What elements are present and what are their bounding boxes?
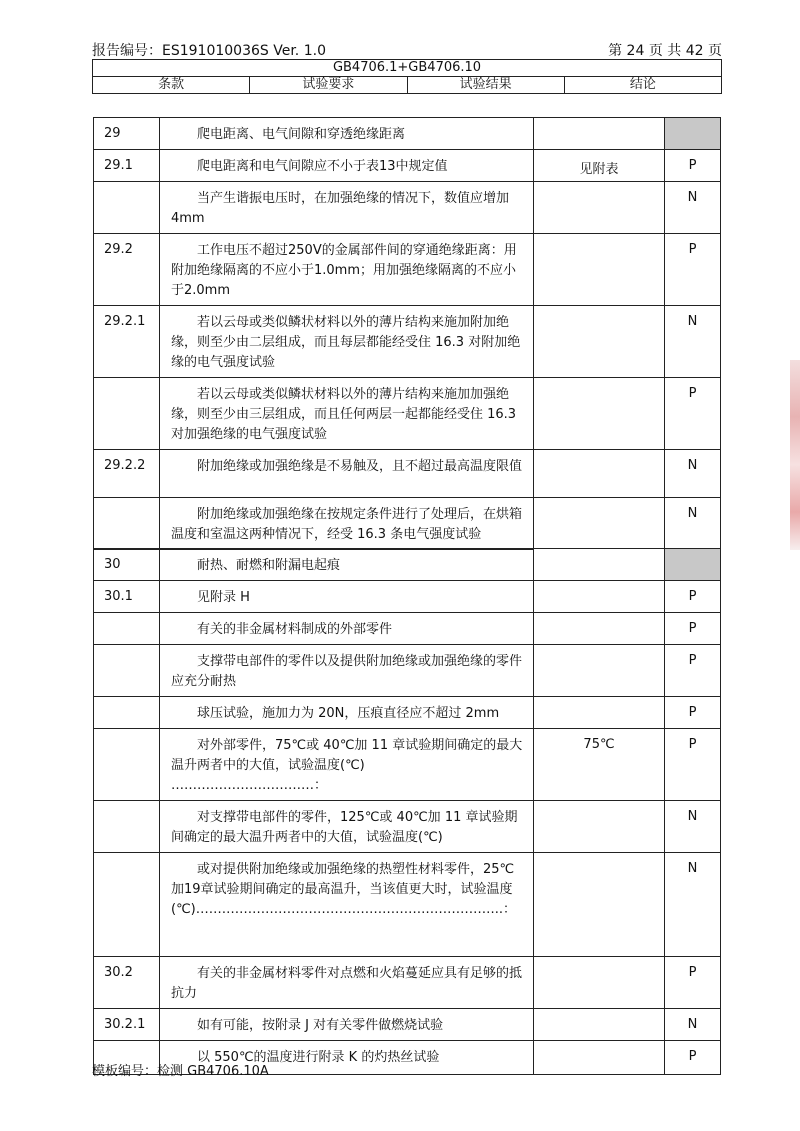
clause-cell <box>94 697 160 729</box>
section-30-table <box>93 548 721 1075</box>
result-cell <box>534 234 665 306</box>
clause-cell: 29.2.1 <box>94 306 160 378</box>
table-row <box>94 729 721 801</box>
result-cell: 75℃ <box>534 729 665 801</box>
result-cell <box>534 1041 665 1075</box>
verdict-cell: N <box>665 801 721 853</box>
table-row <box>94 549 721 581</box>
result-cell <box>534 697 665 729</box>
page-header <box>92 40 722 60</box>
clause-cell: 29.2.2 <box>94 450 160 498</box>
requirement-text: 如有可能，按附录 J 对有关零件做燃烧试验 <box>197 1018 444 1033</box>
result-cell <box>534 450 665 498</box>
report-number: 报告编号：ES191010036S Ver. 1.0 <box>92 43 326 59</box>
requirement-text: 当产生谐振电压时，在加强绝缘的情况下，数值应增加 4mm <box>171 191 510 226</box>
clause-cell: 29 <box>94 118 160 150</box>
clause-cell: 30.2 <box>94 957 160 1009</box>
requirement-cell <box>160 581 534 613</box>
requirement-text: 工作电压不超过250V的金属部件间的穿通绝缘距离：用附加绝缘隔离的不应小于1.0mm；用加强绝缘隔离的不应小于2.0mm <box>171 243 517 298</box>
requirement-text: 若以云母或类似鳞状材料以外的薄片结构来施加附加绝缘，则至少由二层组成，而且每层都能经受住 16.3 对附加绝缘的电气强度试验 <box>171 315 521 370</box>
result-cell <box>534 378 665 450</box>
clause-cell <box>94 853 160 957</box>
table-header <box>92 59 722 94</box>
table-row <box>94 853 721 957</box>
verdict-cell: P <box>665 234 721 306</box>
col-clause-header: 条款 <box>93 77 250 94</box>
requirement-text: 对外部零件，75℃或 40℃加 11 章试验期间确定的最大温升两者中的大值，试验温度(℃) ……………………………： <box>171 738 523 793</box>
table-row <box>94 182 721 234</box>
verdict-cell: P <box>665 957 721 1009</box>
verdict-cell: P <box>665 378 721 450</box>
table-row <box>94 498 721 550</box>
requirement-cell <box>160 498 534 550</box>
result-cell <box>534 1009 665 1041</box>
verdict-cell: N <box>665 498 721 550</box>
requirement-text: 若以云母或类似鳞状材料以外的薄片结构来施加加强绝缘，则至少由三层组成，而且任何两层一起都能经受住 16.3 对加强绝缘的电气强度试验 <box>171 387 517 442</box>
verdict-cell: N <box>665 182 721 234</box>
requirement-cell <box>160 697 534 729</box>
requirement-text: 支撑带电部件的零件以及提供附加绝缘或加强绝缘的零件应充分耐热 <box>171 654 523 689</box>
col-verdict-header: 结论 <box>564 77 721 94</box>
requirement-cell <box>160 234 534 306</box>
requirement-cell <box>160 378 534 450</box>
verdict-cell: P <box>665 729 721 801</box>
requirement-cell <box>160 613 534 645</box>
section-29-table <box>93 117 721 550</box>
table-row <box>94 645 721 697</box>
verdict-cell: P <box>665 697 721 729</box>
verdict-cell: N <box>665 450 721 498</box>
clause-cell: 30.1 <box>94 581 160 613</box>
page-number: 第 24 页 共 42 页 <box>608 43 722 59</box>
requirement-text: 附加绝缘或加强绝缘是不易触及，且不超过最高温度限值 <box>197 459 523 474</box>
verdict-cell: N <box>665 1009 721 1041</box>
requirement-text: 见附录 H <box>197 590 250 605</box>
requirement-cell <box>160 118 534 150</box>
table-row <box>94 613 721 645</box>
seal-stamp-edge <box>790 360 800 550</box>
requirement-cell <box>160 729 534 801</box>
col-result-header: 试验结果 <box>407 77 564 94</box>
requirement-text: 对支撑带电部件的零件，125℃或 40℃加 11 章试验期间确定的最大温升两者中的大值，试验温度(℃) <box>171 810 518 845</box>
requirement-text: 附加绝缘或加强绝缘在按规定条件进行了处理后，在烘箱温度和室温这两种情况下，经受 16.3 条电气强度试验 <box>171 507 523 542</box>
requirement-cell <box>160 801 534 853</box>
requirement-cell <box>160 853 534 957</box>
requirement-cell <box>160 150 534 182</box>
result-cell <box>534 581 665 613</box>
requirement-text: 爬电距离和电气间隙应不小于表13中规定值 <box>197 159 448 174</box>
table-row <box>94 1009 721 1041</box>
requirement-cell <box>160 450 534 498</box>
result-cell <box>534 182 665 234</box>
clause-cell <box>94 182 160 234</box>
verdict-cell: N <box>665 306 721 378</box>
table-row <box>94 801 721 853</box>
requirement-cell <box>160 1009 534 1041</box>
standard-title: GB4706.1+GB4706.10 <box>93 60 722 77</box>
verdict-cell: P <box>665 581 721 613</box>
requirement-text: 或对提供附加绝缘或加强绝缘的热塑性材料零件，25℃加19章试验期间确定的最高温升，当该值更大时，试验温度(℃)……………………………………………………………..： <box>171 862 517 917</box>
table-row <box>94 118 721 150</box>
clause-cell <box>94 378 160 450</box>
result-cell <box>534 549 665 581</box>
requirement-cell <box>160 957 534 1009</box>
clause-cell: 29.1 <box>94 150 160 182</box>
clause-cell <box>94 498 160 550</box>
table-row <box>94 581 721 613</box>
clause-cell: 30 <box>94 549 160 581</box>
verdict-cell: P <box>665 150 721 182</box>
requirement-text: 爬电距离、电气间隙和穿透绝缘距离 <box>197 127 406 142</box>
template-number: 模板编号：检测 GB4706.10A <box>92 1064 269 1079</box>
requirement-text: 球压试验，施加力为 20N，压痕直径应不超过 2mm <box>197 706 500 721</box>
col-requirement-header: 试验要求 <box>250 77 407 94</box>
verdict-cell <box>665 549 721 581</box>
table-row <box>94 378 721 450</box>
result-cell <box>534 118 665 150</box>
table-row <box>94 957 721 1009</box>
requirement-text: 有关的非金属材料零件对点燃和火焰蔓延应具有足够的抵抗力 <box>171 966 523 1001</box>
requirement-text: 有关的非金属材料制成的外部零件 <box>197 622 393 637</box>
result-cell <box>534 613 665 645</box>
result-cell <box>534 853 665 957</box>
requirement-text: 以 550℃的温度进行附录 K 的灼热丝试验 <box>197 1050 440 1065</box>
table-row <box>94 697 721 729</box>
result-cell <box>534 957 665 1009</box>
verdict-cell <box>665 118 721 150</box>
clause-cell: 29.2 <box>94 234 160 306</box>
clause-cell: 30.2.1 <box>94 1009 160 1041</box>
clause-cell <box>94 801 160 853</box>
requirement-cell <box>160 182 534 234</box>
verdict-cell: P <box>665 645 721 697</box>
result-cell <box>534 801 665 853</box>
result-cell <box>534 645 665 697</box>
requirement-text: 耐热、耐燃和附漏电起痕 <box>197 558 341 573</box>
clause-cell <box>94 613 160 645</box>
clause-cell <box>94 645 160 697</box>
verdict-cell: P <box>665 1041 721 1075</box>
result-cell <box>534 306 665 378</box>
table-row <box>94 234 721 306</box>
verdict-cell: N <box>665 853 721 957</box>
table-row <box>94 150 721 182</box>
clause-cell <box>94 729 160 801</box>
table-row <box>94 450 721 498</box>
requirement-cell <box>160 306 534 378</box>
requirement-cell <box>160 549 534 581</box>
result-cell <box>534 498 665 550</box>
table-row <box>94 306 721 378</box>
result-cell: 见附表 <box>534 150 665 182</box>
requirement-cell <box>160 645 534 697</box>
verdict-cell: P <box>665 613 721 645</box>
